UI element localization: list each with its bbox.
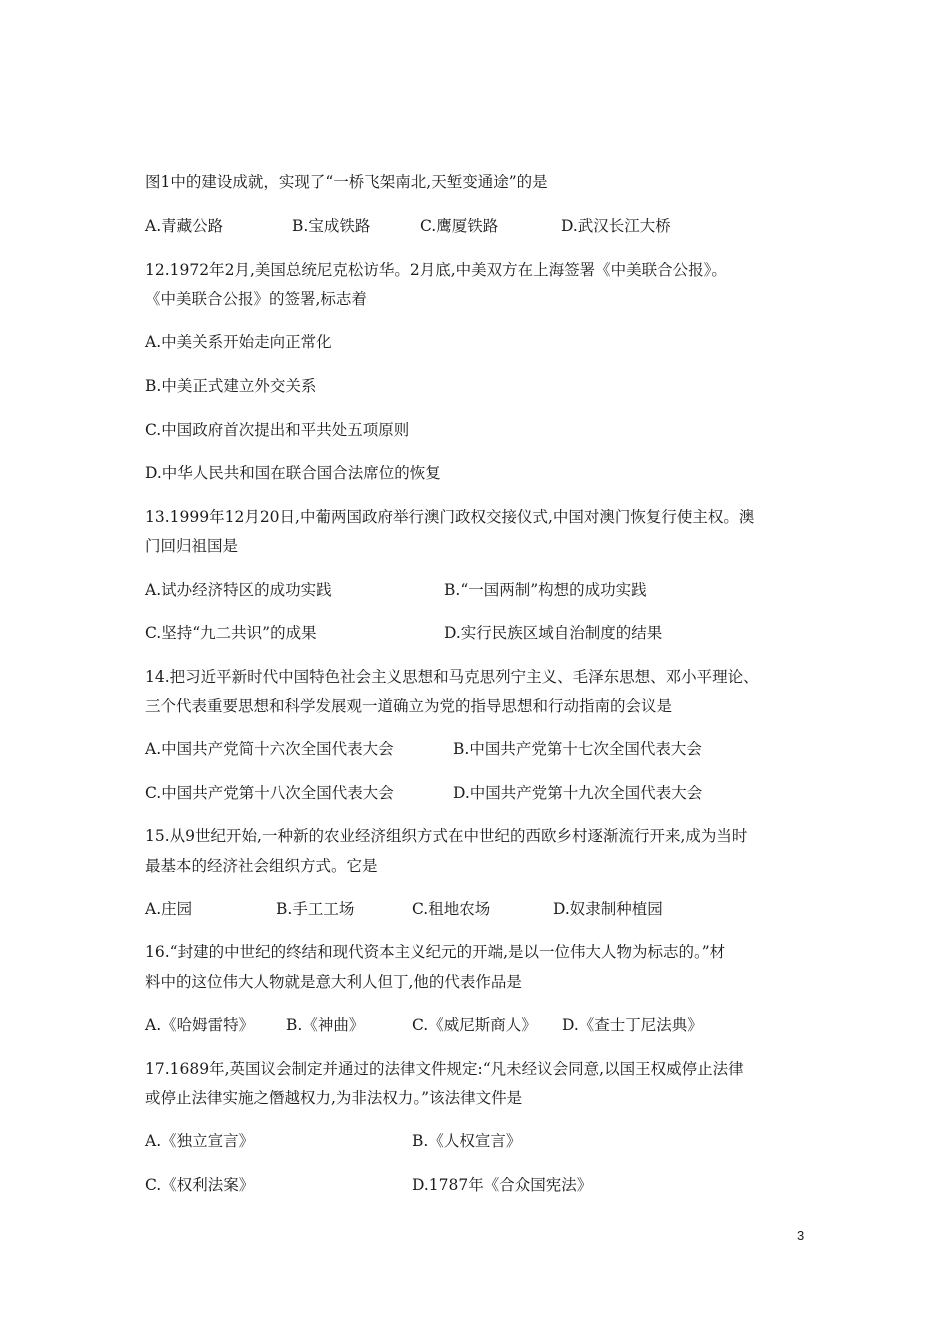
q12-stem-line2: 《中美联合公报》的签署,标志着 [145,290,367,308]
q15-option-c: C.租地农场 [412,900,491,918]
q13-option-d: D.实行民族区域自治制度的结果 [444,624,663,642]
q15-stem-line1: 15.从9世纪开始,一种新的农业经济组织方式在中世纪的西欧乡村逐渐流行开来,成为当时 [145,827,748,845]
q13-option-b: B.“一国两制”构想的成功实践 [444,581,647,599]
q15-option-d: D.奴隶制种植园 [553,900,663,918]
q13-stem-line2: 门回归祖国是 [145,537,239,555]
q17-option-d: D.1787年《合众国宪法》 [412,1176,593,1194]
q12-option-a: A.中美关系开始走向正常化 [145,333,332,351]
q13-stem-line1: 13.1999年12月20日,中葡两国政府举行澳门政权交接仪式,中国对澳门恢复行使主权。澳 [145,508,755,526]
q14-stem-line2: 三个代表重要思想和科学发展观一道确立为党的指导思想和行动指南的会议是 [145,697,673,715]
q17-stem-line2: 或停止法律实施之僭越权力,为非法权力。”该法律文件是 [145,1089,523,1107]
q17-stem-line1: 17.1689年,英国议会制定并通过的法律文件规定:“凡未经议会同意,以国王权威停止法律 [145,1060,744,1078]
q11-option-b: B.宝成铁路 [292,217,371,235]
q17-option-a: A.《独立宣言》 [145,1132,255,1150]
q11-option-d: D.武汉长江大桥 [561,217,671,235]
q16-option-c: C.《威尼斯商人》 [412,1016,537,1034]
q13-option-c: C.坚持“九二共识”的成果 [145,624,317,642]
q16-stem-line2: 料中的这位伟大人物就是意大利人但丁,他的代表作品是 [145,973,522,991]
q16-stem-line1: 16.“封建的中世纪的终结和现代资本主义纪元的开端,是以一位伟大人物为标志的。”材 [145,943,726,961]
q14-option-b: B.中国共产党第十七次全国代表大会 [453,740,702,758]
q15-stem-line2: 最基本的经济社会组织方式。它是 [145,857,378,875]
q12-option-c: C.中国政府首次提出和平共处五项原则 [145,421,410,439]
q12-stem-line1: 12.1972年2月,美国总统尼克松访华。2月底,中美双方在上海签署《中美联合公报》。 [145,261,727,279]
q14-option-a: A.中国共产党简十六次全国代表大会 [145,740,394,758]
q17-option-b: B.《人权宣言》 [412,1132,522,1150]
q14-stem-line1: 14.把习近平新时代中国特色社会主义思想和马克思列宁主义、毛泽东思想、邓小平理论、 [145,668,759,686]
q15-option-b: B.手工工场 [276,900,355,918]
q11-stem: 图1中的建设成就，实现了“一桥飞架南北,天堑变通途”的是 [145,173,548,191]
q12-option-b: B.中美正式建立外交关系 [145,377,317,395]
q14-option-d: D.中国共产党第十九次全国代表大会 [453,784,703,802]
q12-option-d: D.中华人民共和国在联合国合法席位的恢复 [145,464,441,482]
q15-option-a: A.庄园 [145,900,193,918]
q16-option-b: B.《神曲》 [286,1016,365,1034]
q14-option-c: C.中国共产党第十八次全国代表大会 [145,784,394,802]
page-number: 3 [797,1228,805,1243]
q11-option-c: C.鹰厦铁路 [420,217,499,235]
q11-option-a: A.青藏公路 [145,217,224,235]
q17-option-c: C.《权利法案》 [145,1176,255,1194]
q13-option-a: A.试办经济特区的成功实践 [145,581,332,599]
q16-option-d: D.《查士丁尼法典》 [562,1016,703,1034]
q16-option-a: A.《哈姆雷特》 [145,1016,255,1034]
